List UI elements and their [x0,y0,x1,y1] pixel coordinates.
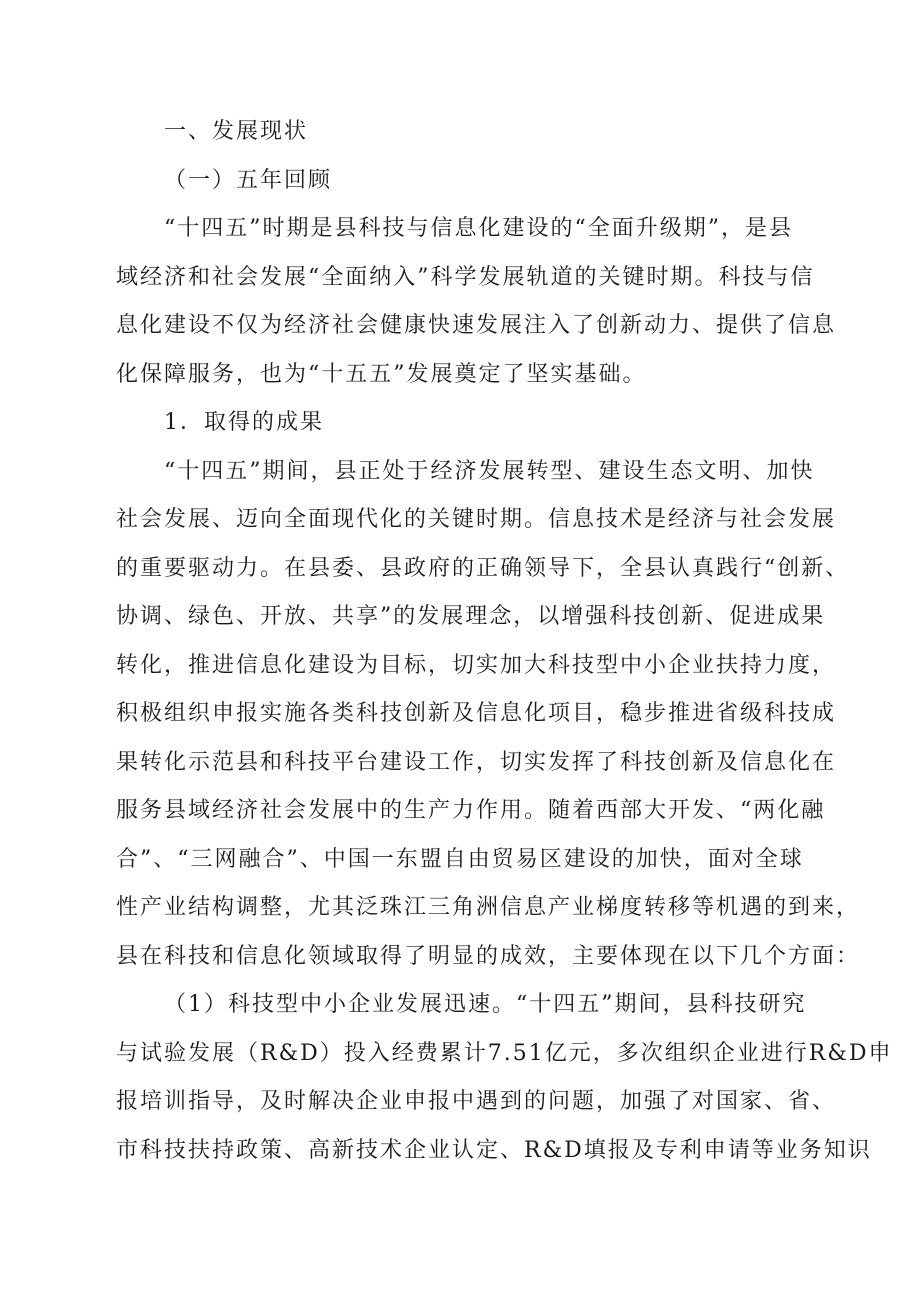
paragraph-line: 的重要驱动力。在县委、县政府的正确领导下，全县认真践行“创新、 [116,556,850,581]
paragraph-line: 转化，推进信息化建设为目标，切实加大科技型中小企业扶持力度， [116,653,837,678]
paragraph-line: 服务县域经济社会发展中的生产力作用。随着西部大开发、“两化融 [116,798,826,823]
paragraph-line: 市科技扶持政策、高新技术企业认定、R&D填报及专利申请等业务知识 [116,1138,872,1163]
paragraph-line: 社会发展、迈向全面现代化的关键时期。信息技术是经济与社会发展 [116,507,837,532]
paragraph-line: 县在科技和信息化领域取得了明显的成效，主要体现在以下几个方面： [116,944,861,969]
paragraph-line: 积极组织申报实施各类科技创新及信息化项目，稳步推进省级科技成 [116,701,837,726]
paragraph-line: 性产业结构调整，尤其泛珠江三角洲信息产业梯度转移等机遇的到来， [116,895,861,920]
paragraph-line: 息化建设不仅为经济社会健康快速发展注入了创新动力、提供了信息 [116,313,837,338]
paragraph-line: 与试验发展（R&D）投入经费累计7.51亿元，多次组织企业进行R&D申 [116,1041,893,1066]
paragraph-line: “十四五”期间，县正处于经济发展转型、建设生态文明、加快 [164,459,815,484]
paragraph-line: “十四五”时期是县科技与信息化建设的“全面升级期”，是县 [164,216,793,241]
paragraph-line: 合”、“三网融合”、中国一东盟自由贸易区建设的加快，面对全球 [116,847,804,872]
paragraph-line: 协调、绿色、开放、共享”的发展理念，以增强科技创新、促进成果 [116,604,826,629]
subsection-heading: （一）五年回顾 [164,168,333,193]
paragraph-line: 化保障服务，也为“十五五”发展奠定了坚实基础。 [116,362,647,387]
item-heading: 1．取得的成果 [164,410,324,435]
paragraph-line: 报培训指导，及时解决企业申报中遇到的问题，加强了对国家、省、 [116,1089,837,1114]
paragraph-line: （1）科技型中小企业发展迅速。“十四五”期间，县科技研究 [164,992,807,1017]
paragraph-line: 域经济和社会发展“全面纳入”科学发展轨道的关键时期。科技与信 [116,265,815,290]
paragraph-line: 果转化示范县和科技平台建设工作，切实发挥了科技创新及信息化在 [116,750,837,775]
section-heading: 一、发展现状 [164,119,309,144]
